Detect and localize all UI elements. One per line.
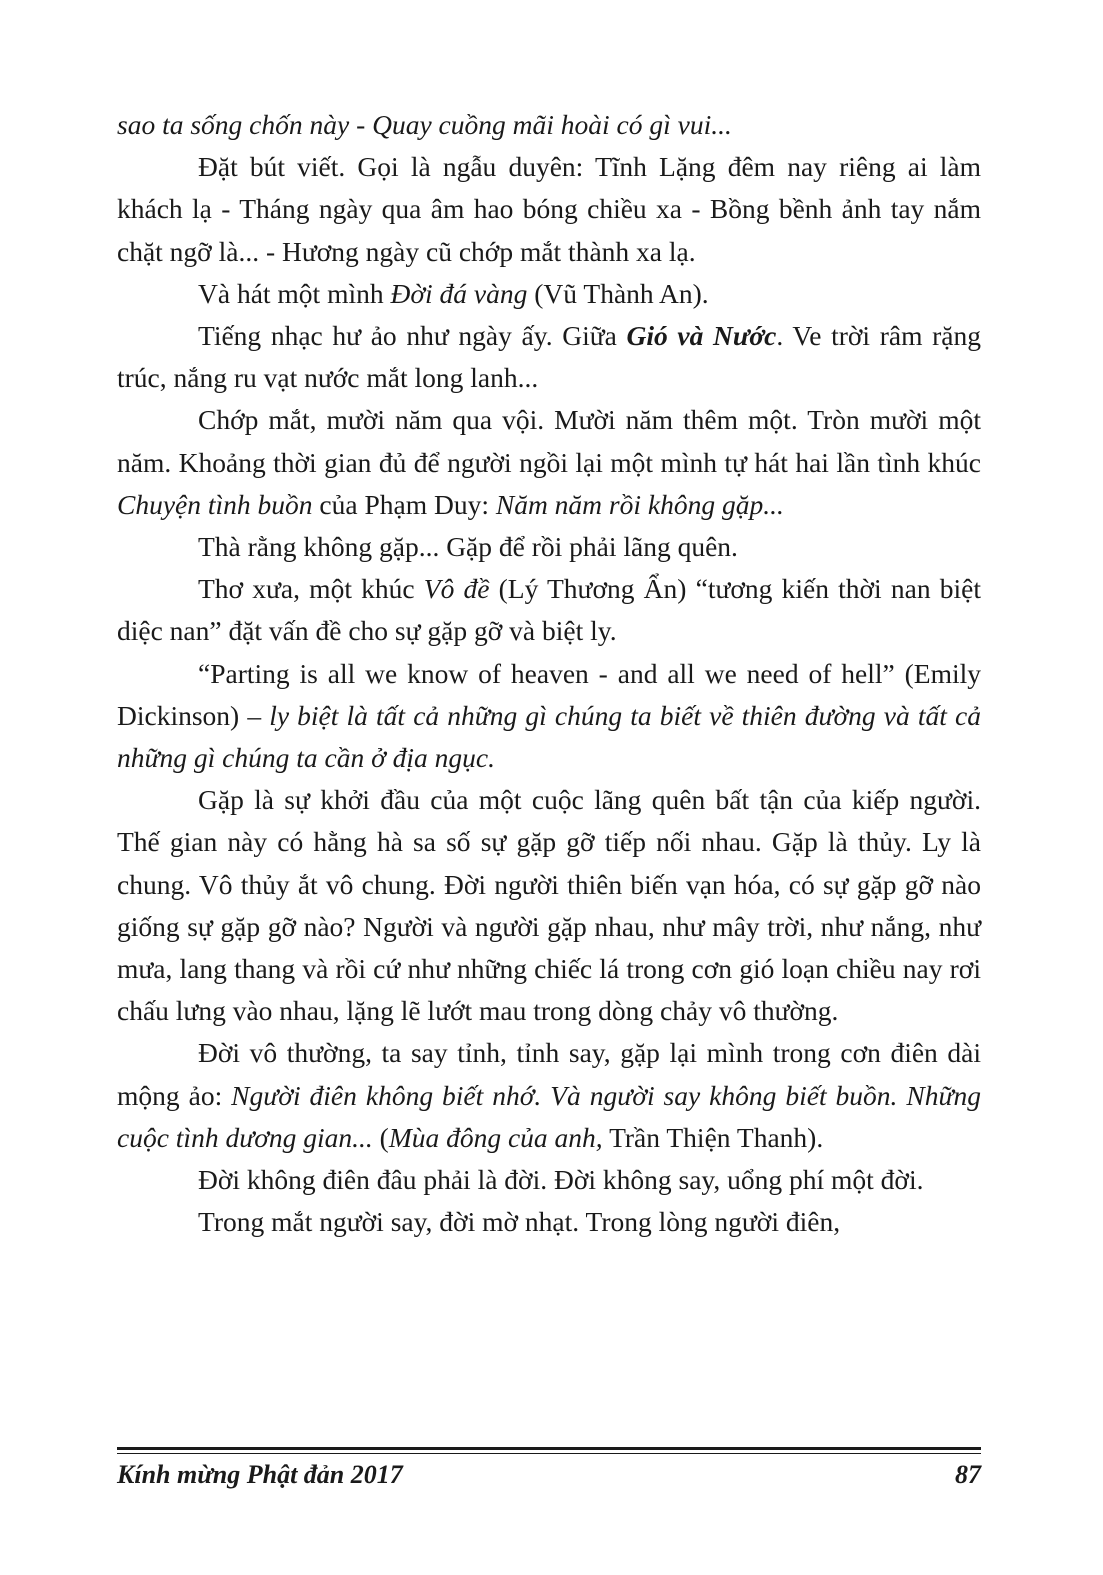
text-run: Đời vô thường, ta say tỉnh, tỉnh say, gặp lại mình trong cơn điên dài mộng ảo: [117,1037,981,1111]
text-run: của Phạm Duy: [312,488,496,520]
paragraph [117,315,981,399]
text-run: Gió và Nước [626,320,777,352]
text-run: (Lý Thương Ẩn) “tương kiến thời nan biệt diệc nan” đặt vấn đề cho sự gặp gỡ và biệt ly. [117,573,981,647]
paragraph [117,653,981,780]
text-run: Đặt bút viết. Gọi là ngẫu duyên: Tĩnh Lặng đêm nay riêng ai làm khách lạ - Tháng ngày qua âm hao bóng chiều xa - Bồng bềnh ảnh tay nắm chặt ngỡ là... - Hương ngày cũ chớp mắt thành xa lạ. [117,151,981,267]
text-run: ( [372,1121,389,1153]
body-text [117,104,981,1243]
text-run: Thơ xưa, một khúc [198,573,424,605]
text-run: Mùa đông của anh, [388,1121,603,1153]
footer-rule-thin [117,1453,981,1454]
paragraph [117,779,981,1032]
paragraph [117,568,981,652]
paragraph [117,1159,981,1201]
footer-title: Kính mừng Phật đản 2017 [117,1460,403,1489]
text-run: Vô đề [423,573,490,605]
paragraph [117,146,981,273]
footer-rule [117,1447,981,1450]
text-run: “Parting is all we know of heaven - and all we need of hell” (Emily Dickinson) – [117,657,981,731]
text-run: Đời đá vàng [390,277,528,309]
text-run: Đời không điên đâu phải là đời. Đời không say, uổng phí một đời. [198,1164,924,1196]
text-run: Chớp mắt, mười năm qua vội. Mười năm thêm một. Tròn mười một năm. Khoảng thời gian đủ để người ngồi lại một mình tự hát hai lần tình khúc [117,404,981,478]
paragraph [117,399,981,526]
text-run: Trần Thiện Thanh). [602,1121,824,1153]
text-run: Và hát một mình [198,277,391,309]
text-run: Năm năm rồi không gặp... [495,488,784,520]
text-run: Trong mắt người say, đời mờ nhạt. Trong lòng người điên, [198,1206,841,1238]
text-run: Chuyện tình buồn [117,488,313,520]
text-run: (Vũ Thành An). [527,277,709,309]
paragraph [117,1201,981,1243]
text-run: ly biệt là tất cả những gì chúng ta biết về thiên đường và tất cả những gì chúng ta cần ở địa ngục. [117,699,981,774]
page-number: 87 [955,1460,981,1489]
paragraph [117,1032,981,1159]
paragraph [117,104,981,146]
text-run: sao ta sống chốn này - Quay cuồng mãi hoài có gì vui... [117,109,732,140]
text-run: Người điên không biết nhớ. Và người say không biết buồn. Những cuộc tình dương gian... [117,1079,981,1153]
paragraph [117,526,981,568]
text-run: . Ve trời râm rặng trúc, nắng ru vạt nước mắt long lanh... [117,320,981,394]
text-run: Tiếng nhạc hư ảo như ngày ấy. Giữa [198,320,627,352]
text-run: Gặp là sự khởi đầu của một cuộc lãng quên bất tận của kiếp người. Thế gian này có hằng hà sa số sự gặp gỡ tiếp nối nhau. Gặp là thủy. Ly là chung. Vô thủy ắt vô chung. Đời người thiên biến vạn hóa, có sự gặp gỡ nào giống sự gặp gỡ nào? Người và người gặp nhau, như mây trời, như nắng, như mưa, lang thang và rồi cứ như những chiếc lá trong cơn gió loạn chiều nay rơi chấu lưng vào nhau, lặng lẽ lướt mau trong dòng chảy vô thường. [117,784,981,1027]
text-run: Thà rằng không gặp... Gặp để rồi phải lãng quên. [198,531,738,563]
paragraph [117,273,981,315]
